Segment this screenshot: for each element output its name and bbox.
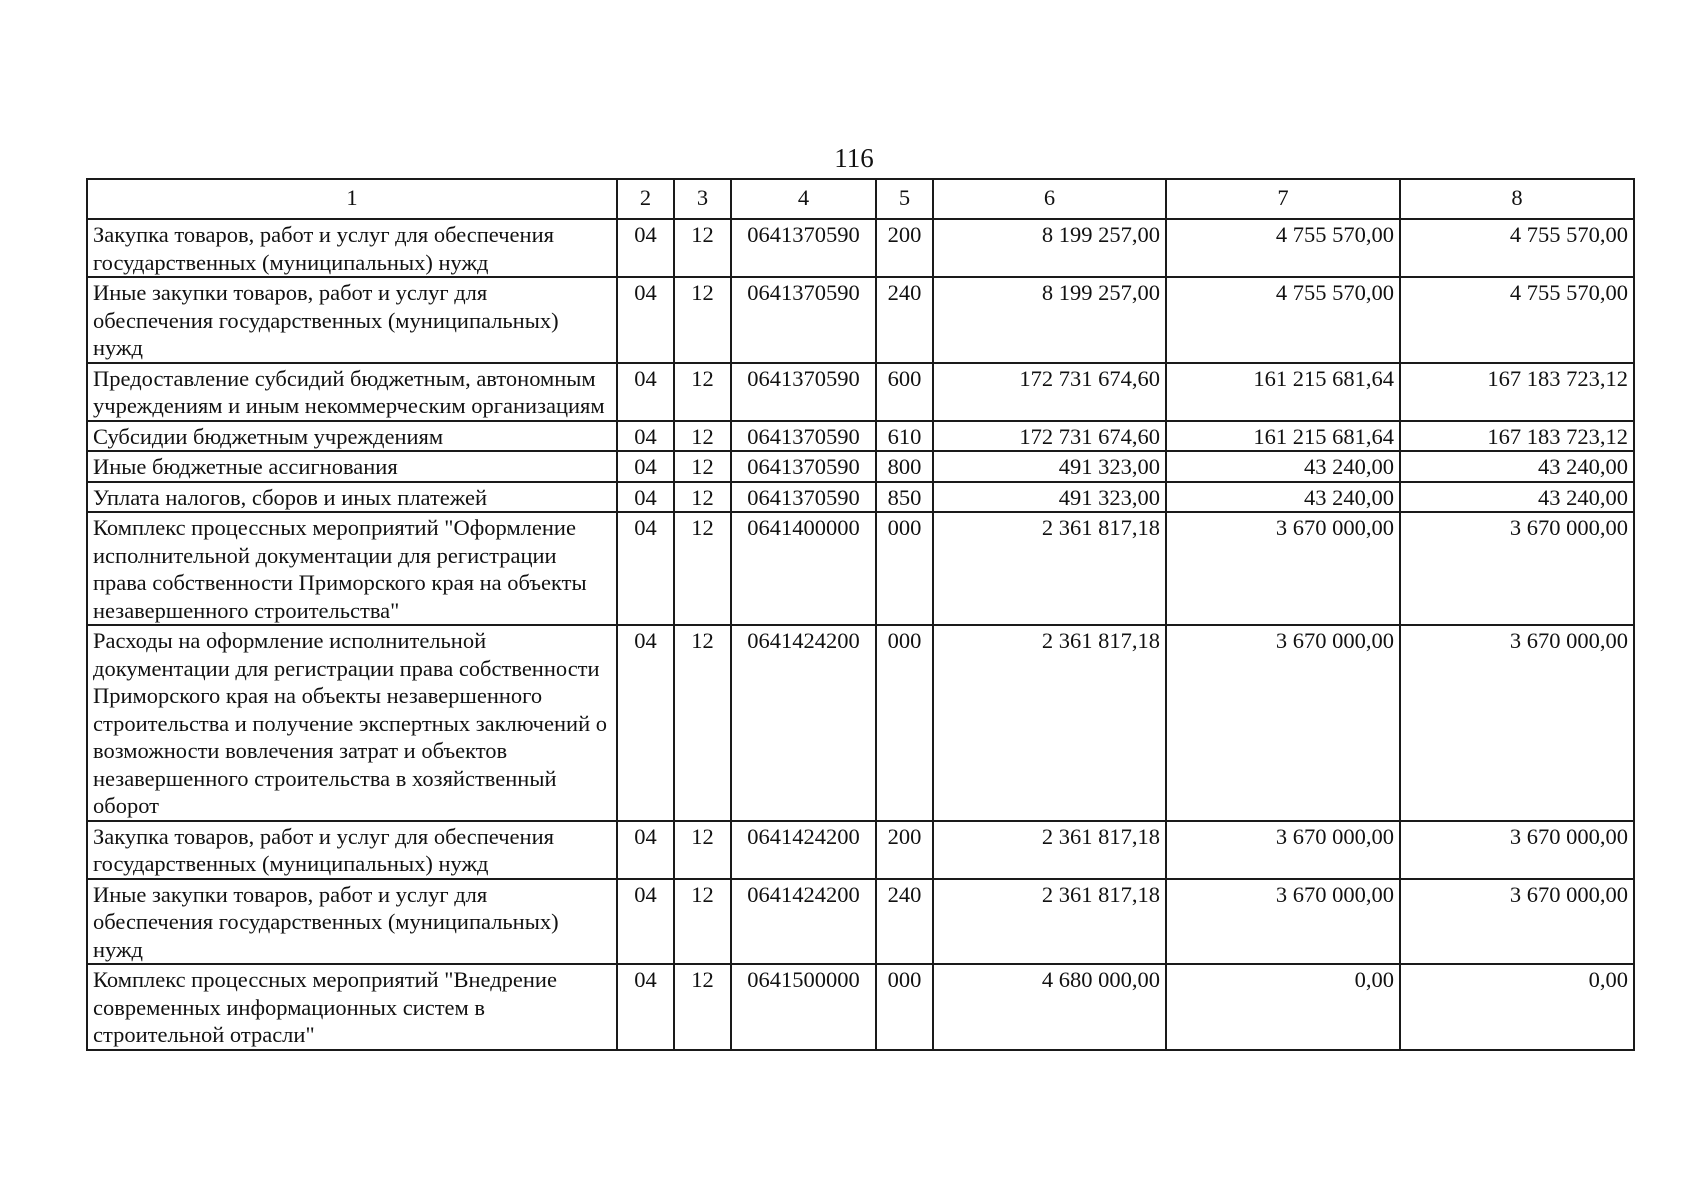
- section-code-cell: 04: [617, 219, 674, 277]
- table-row: [87, 277, 1634, 363]
- amount-col7-cell: 43 240,00: [1166, 451, 1400, 482]
- row-name-cell: Уплата налогов, сборов и иных платежей: [87, 482, 617, 513]
- row-name-cell: Расходы на оформление исполнительной документации для регистрации права собственности Приморского края на объекты незавершенного строительства и получение экспертных заключений о возможности вовлечения затрат и объектов незавершенного строительства в хозяйственный оборот: [87, 625, 617, 821]
- expense-type-cell: 200: [876, 821, 933, 879]
- target-article-cell: 0641424200: [731, 879, 876, 965]
- section-code-cell: 04: [617, 482, 674, 513]
- amount-col7-cell: 3 670 000,00: [1166, 512, 1400, 625]
- target-article-cell: 0641370590: [731, 421, 876, 452]
- subsection-code-cell: 12: [674, 821, 731, 879]
- amount-col8-cell: 167 183 723,12: [1400, 363, 1634, 421]
- amount-col7-cell: 0,00: [1166, 964, 1400, 1050]
- page-number: 116: [834, 143, 874, 173]
- table-body: [87, 219, 1634, 1050]
- table-row: [87, 512, 1634, 625]
- expense-type-cell: 000: [876, 625, 933, 821]
- amount-col8-cell: 43 240,00: [1400, 482, 1634, 513]
- amount-col8-cell: 3 670 000,00: [1400, 821, 1634, 879]
- section-code-cell: 04: [617, 964, 674, 1050]
- expense-type-cell: 200: [876, 219, 933, 277]
- column-header-7: 7: [1166, 179, 1400, 219]
- subsection-code-cell: 12: [674, 277, 731, 363]
- expense-type-cell: 850: [876, 482, 933, 513]
- amount-col6-cell: 8 199 257,00: [933, 219, 1166, 277]
- amount-col8-cell: 4 755 570,00: [1400, 277, 1634, 363]
- amount-col7-cell: 4 755 570,00: [1166, 219, 1400, 277]
- amount-col7-cell: 43 240,00: [1166, 482, 1400, 513]
- subsection-code-cell: 12: [674, 482, 731, 513]
- amount-col6-cell: 172 731 674,60: [933, 421, 1166, 452]
- column-header-2: 2: [617, 179, 674, 219]
- row-name-cell: Предоставление субсидий бюджетным, автономным учреждениям и иным некоммерческим организациям: [87, 363, 617, 421]
- target-article-cell: 0641424200: [731, 821, 876, 879]
- row-name-cell: Иные бюджетные ассигнования: [87, 451, 617, 482]
- section-code-cell: 04: [617, 277, 674, 363]
- amount-col6-cell: 2 361 817,18: [933, 512, 1166, 625]
- table-header: [87, 179, 1634, 219]
- section-code-cell: 04: [617, 421, 674, 452]
- column-header-4: 4: [731, 179, 876, 219]
- table-row: [87, 625, 1634, 821]
- column-header-5: 5: [876, 179, 933, 219]
- amount-col8-cell: 167 183 723,12: [1400, 421, 1634, 452]
- target-article-cell: 0641400000: [731, 512, 876, 625]
- amount-col6-cell: 8 199 257,00: [933, 277, 1166, 363]
- subsection-code-cell: 12: [674, 219, 731, 277]
- section-code-cell: 04: [617, 363, 674, 421]
- table-row: [87, 964, 1634, 1050]
- amount-col6-cell: 2 361 817,18: [933, 879, 1166, 965]
- target-article-cell: 0641370590: [731, 482, 876, 513]
- expense-type-cell: 610: [876, 421, 933, 452]
- section-code-cell: 04: [617, 512, 674, 625]
- amount-col6-cell: 2 361 817,18: [933, 821, 1166, 879]
- target-article-cell: 0641370590: [731, 277, 876, 363]
- table-row: [87, 879, 1634, 965]
- subsection-code-cell: 12: [674, 964, 731, 1050]
- amount-col6-cell: 491 323,00: [933, 451, 1166, 482]
- budget-table: [86, 178, 1635, 1051]
- amount-col6-cell: 2 361 817,18: [933, 625, 1166, 821]
- column-header-3: 3: [674, 179, 731, 219]
- target-article-cell: 0641370590: [731, 219, 876, 277]
- amount-col7-cell: 3 670 000,00: [1166, 625, 1400, 821]
- amount-col8-cell: 3 670 000,00: [1400, 512, 1634, 625]
- target-article-cell: 0641370590: [731, 363, 876, 421]
- amount-col7-cell: 3 670 000,00: [1166, 821, 1400, 879]
- column-header-1: 1: [87, 179, 617, 219]
- row-name-cell: Комплекс процессных мероприятий "Оформление исполнительной документации для регистрации права собственности Приморского края на объекты незавершенного строительства": [87, 512, 617, 625]
- amount-col7-cell: 4 755 570,00: [1166, 277, 1400, 363]
- amount-col6-cell: 491 323,00: [933, 482, 1166, 513]
- amount-col6-cell: 4 680 000,00: [933, 964, 1166, 1050]
- table-row: [87, 219, 1634, 277]
- subsection-code-cell: 12: [674, 363, 731, 421]
- column-header-8: 8: [1400, 179, 1634, 219]
- section-code-cell: 04: [617, 625, 674, 821]
- section-code-cell: 04: [617, 451, 674, 482]
- expense-type-cell: 000: [876, 964, 933, 1050]
- subsection-code-cell: 12: [674, 451, 731, 482]
- amount-col8-cell: 43 240,00: [1400, 451, 1634, 482]
- target-article-cell: 0641370590: [731, 451, 876, 482]
- expense-type-cell: 240: [876, 277, 933, 363]
- subsection-code-cell: 12: [674, 421, 731, 452]
- row-name-cell: Комплекс процессных мероприятий "Внедрение современных информационных систем в строительной отрасли": [87, 964, 617, 1050]
- amount-col7-cell: 161 215 681,64: [1166, 363, 1400, 421]
- header-row: [87, 179, 1634, 219]
- table-row: [87, 821, 1634, 879]
- target-article-cell: 0641500000: [731, 964, 876, 1050]
- row-name-cell: Иные закупки товаров, работ и услуг для обеспечения государственных (муниципальных) нужд: [87, 277, 617, 363]
- amount-col8-cell: 3 670 000,00: [1400, 625, 1634, 821]
- expense-type-cell: 240: [876, 879, 933, 965]
- amount-col8-cell: 3 670 000,00: [1400, 879, 1634, 965]
- subsection-code-cell: 12: [674, 879, 731, 965]
- row-name-cell: Закупка товаров, работ и услуг для обеспечения государственных (муниципальных) нужд: [87, 821, 617, 879]
- amount-col7-cell: 161 215 681,64: [1166, 421, 1400, 452]
- table-row: [87, 451, 1634, 482]
- expense-type-cell: 800: [876, 451, 933, 482]
- table-row: [87, 421, 1634, 452]
- amount-col8-cell: 4 755 570,00: [1400, 219, 1634, 277]
- amount-col6-cell: 172 731 674,60: [933, 363, 1166, 421]
- row-name-cell: Субсидии бюджетным учреждениям: [87, 421, 617, 452]
- section-code-cell: 04: [617, 879, 674, 965]
- target-article-cell: 0641424200: [731, 625, 876, 821]
- column-header-6: 6: [933, 179, 1166, 219]
- section-code-cell: 04: [617, 821, 674, 879]
- amount-col8-cell: 0,00: [1400, 964, 1634, 1050]
- table-row: [87, 482, 1634, 513]
- expense-type-cell: 600: [876, 363, 933, 421]
- amount-col7-cell: 3 670 000,00: [1166, 879, 1400, 965]
- table-row: [87, 363, 1634, 421]
- row-name-cell: Иные закупки товаров, работ и услуг для обеспечения государственных (муниципальных) нужд: [87, 879, 617, 965]
- row-name-cell: Закупка товаров, работ и услуг для обеспечения государственных (муниципальных) нужд: [87, 219, 617, 277]
- subsection-code-cell: 12: [674, 625, 731, 821]
- expense-type-cell: 000: [876, 512, 933, 625]
- subsection-code-cell: 12: [674, 512, 731, 625]
